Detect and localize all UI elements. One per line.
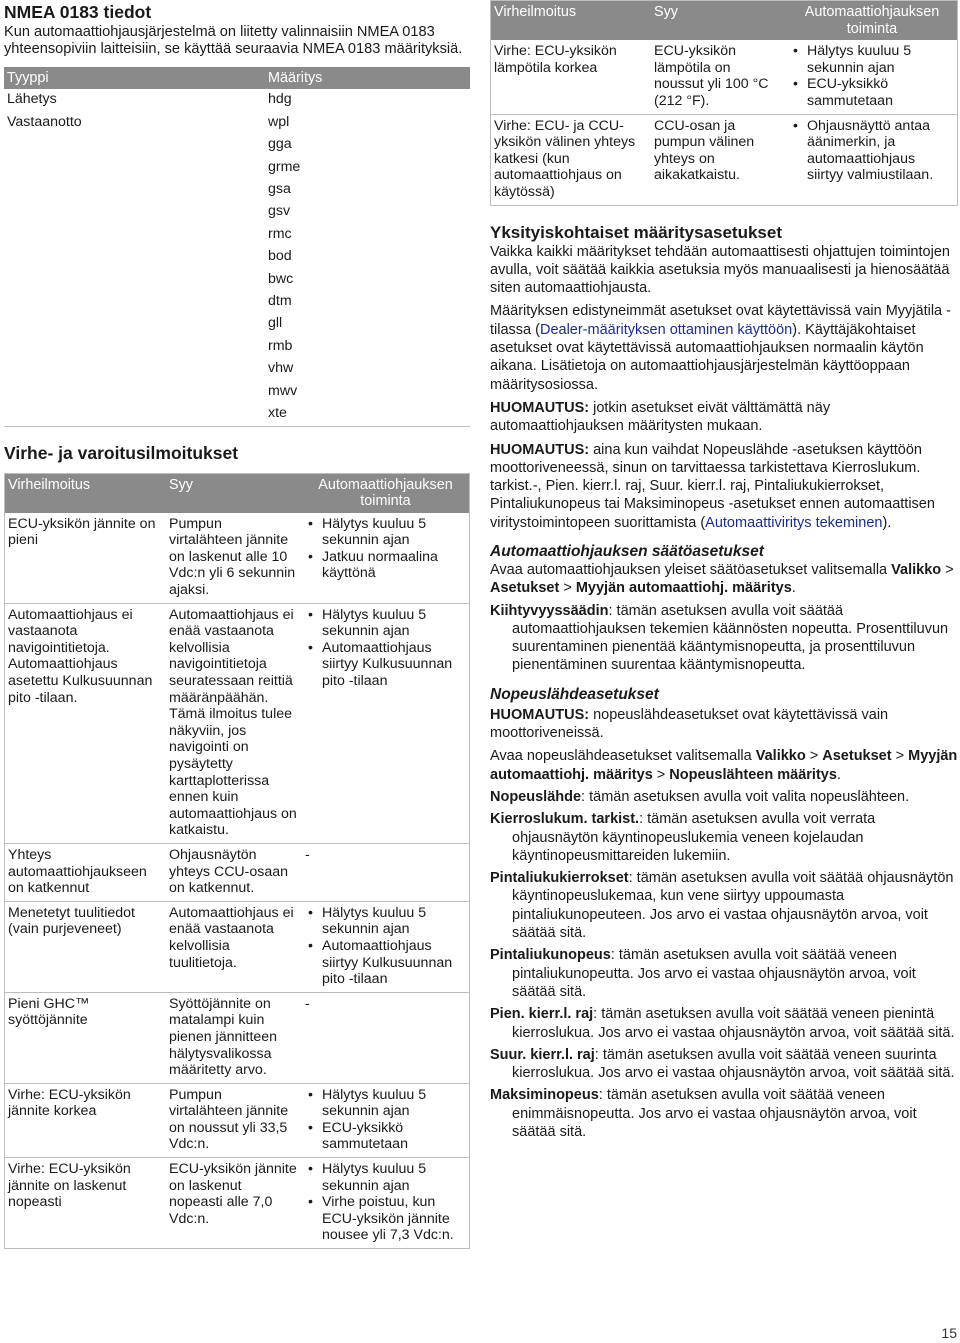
- nmea-row: [4, 201, 470, 223]
- setting-description: : tämän asetuksen avulla voit säätää veneen suurinta kierroslukua. Jos arvo ei vastaa ohjausnäytön arvoa, voit säätää sitä.: [512, 1046, 955, 1082]
- setting-term: Kiihtyvyyssäädin: [490, 602, 609, 619]
- setting-description: : tämän asetuksen avulla voit säätää ohjausnäytön käyntinopeuslukemaa, kun vene siirtyy uppoumasta pintaliukunopeuteen. Jos arvo ei vastaa ohjausnäytön arvoa, voit säätää sitä.: [512, 870, 954, 942]
- nmea-type-cell: [4, 313, 265, 335]
- nmea-type-cell: [4, 403, 265, 426]
- note-text: nopeuslähdeasetukset ovat käytettävissä vain moottoriveneissä.: [490, 706, 889, 742]
- custom-p1: Vaikka kaikki määritykset tehdään automaattisesti ohjattujen toimintojen avulla, voit säätää kaikkia asetuksia myös manuaalisesti ja hienosäätää siten automaattiohjausta.: [490, 243, 950, 297]
- alert-action-cell: [302, 1158, 470, 1249]
- note-label: HUOMAUTUS:: [490, 706, 590, 723]
- alert-cause-cell: Pumpun virtalähteen jännite on laskenut alle 10 Vdc:n yli 6 sekunnin ajaksi.: [166, 513, 302, 603]
- menu-path-item: Myyjän automaattiohj. määritys: [575, 580, 792, 597]
- custom-note2: [490, 441, 958, 532]
- alert-message-cell: Virhe: ECU- ja CCU-yksikön välinen yhteys katkesi (kun automaattiohjaus on käytössä): [491, 114, 652, 205]
- alerts2-header-action: Automaattiohjauksen toiminta: [787, 1, 958, 41]
- nmea-table: [4, 67, 470, 427]
- alert-message-cell: Automaattiohjaus ei vastaanota navigointitietoja. Automaattiohjaus asetettu Kulkusuunnan pito -tilaan.: [5, 603, 167, 843]
- nmea-type-cell: [4, 246, 265, 268]
- nmea-type-cell: [4, 291, 265, 313]
- alert-row: [5, 1083, 470, 1157]
- nmea-row: [4, 291, 470, 313]
- action-item: • Hälytys kuuluu 5 sekunnin ajan: [322, 1161, 466, 1194]
- alert-message-cell: Virhe: ECU-yksikön lämpötila korkea: [491, 40, 652, 114]
- alert-message-cell: Menetetyt tuulitiedot (vain purjeveneet): [5, 901, 167, 992]
- note-label: HUOMAUTUS:: [490, 441, 590, 458]
- sentence-end: .: [791, 580, 796, 597]
- nmea-row: [4, 179, 470, 201]
- custom-p2-text-a: Määrityksen edistyneimmät asetukset ovat käytettävissä vain Myyjätila -tilassa (: [490, 303, 951, 338]
- alert-action-cell: [302, 843, 470, 901]
- no-action-dash: -: [305, 995, 310, 1012]
- nmea-intro: Kun automaattiohjausjärjestelmä on liitetty valinnaisiin NMEA 0183 yhteensopiviin laitteisiin, se käyttää seuraavia NMEA 0183 määrityksiä.: [4, 24, 463, 58]
- alerts-table-continued: [490, 0, 958, 206]
- nmea-type-cell: [4, 179, 265, 201]
- nmea-row: [4, 89, 470, 111]
- note-label: HUOMAUTUS:: [490, 399, 590, 416]
- alert-cause-cell: Ohjausnäytön yhteys CCU-osaan on katkennut.: [166, 843, 302, 901]
- setting-term: Nopeuslähde: [490, 788, 582, 805]
- setting-term: Suur. kierr.l. raj: [490, 1046, 595, 1063]
- action-list: [305, 1161, 466, 1244]
- action-item: • Hälytys kuuluu 5 sekunnin ajan: [322, 516, 466, 549]
- alert-action-cell: [302, 603, 470, 843]
- alert-cause-cell: CCU-osan ja pumpun välinen yhteys on aikakatkaistu.: [651, 114, 787, 205]
- alert-row: [491, 114, 958, 205]
- dealer-setup-link[interactable]: Dealer-määrityksen ottaminen käyttöön: [539, 321, 793, 338]
- action-list: [305, 1087, 466, 1153]
- alert-row: [5, 901, 470, 992]
- alerts-table: [4, 473, 470, 1250]
- speed-definitions: [490, 788, 958, 1141]
- action-list: [305, 607, 466, 690]
- speed-note: [490, 706, 958, 743]
- alert-cause-cell: Syöttöjännite on matalampi kuin pienen jännitteen hälytysvalikossa määritetty arvo.: [166, 992, 302, 1083]
- custom-settings-title: Yksityiskohtaiset määritysasetukset: [490, 222, 782, 242]
- action-item: • ECU-yksikkö sammutetaan: [322, 1120, 466, 1153]
- nmea-spec-cell: bod: [268, 248, 292, 265]
- setting-description: : tämän asetuksen avulla voit säätää veneen enimmäisnopeutta. Jos arvo ei vastaa ohjausnäytön arvoa, voit säätää sitä.: [512, 1087, 917, 1140]
- nmea-spec-cell: gsa: [268, 181, 291, 198]
- tuning-title: Automaattiohjauksen säätöasetukset: [490, 542, 764, 560]
- setting-definition: [490, 788, 958, 806]
- nmea-row: [4, 358, 470, 380]
- nmea-type-cell: Lähetys: [7, 91, 57, 108]
- nmea-type-cell: [4, 358, 265, 380]
- alert-action-cell: [302, 901, 470, 992]
- alerts-header-message: Virheilmoitus: [5, 473, 167, 513]
- nmea-spec-cell: rmc: [268, 225, 292, 242]
- nmea-row: [4, 112, 470, 134]
- nmea-spec-cell: bwc: [268, 270, 294, 287]
- setting-term: Pien. kierr.l. raj: [490, 1006, 594, 1023]
- setting-definition: [490, 869, 958, 942]
- alerts-header-cause: Syy: [166, 473, 302, 513]
- alert-cause-cell: Automaattiohjaus ei enää vastaanota kelvollisia navigointitietoja seuratessaan reittiä määränpäähän. Tämä ilmoitus tulee näkyviin, jos navigointi on pysäytetty karttaplotterissa ennen kuin automaattiohjaus on katkaistu.: [166, 603, 302, 843]
- alerts-table-body: [5, 513, 470, 1249]
- nmea-spec-cell: rmb: [268, 337, 293, 354]
- left-column: [4, 0, 470, 1249]
- alert-action-cell: [302, 513, 470, 603]
- setting-description: : tämän asetuksen avulla voit valita nopeuslähteen.: [581, 788, 910, 805]
- menu-path-item: Myyjän automaattiohj. määritys: [490, 748, 958, 783]
- path-separator: >: [656, 766, 666, 783]
- menu-path-item: Valikko: [755, 748, 806, 765]
- note-text-b: ).: [882, 514, 892, 531]
- nmea-type-cell: [4, 134, 265, 156]
- nmea-header-type: Tyyppi: [4, 67, 265, 90]
- autotune-link[interactable]: Automaattiviritys tekeminen: [705, 514, 883, 531]
- action-item: • Ohjausnäyttö antaa äänimerkin, ja automaattiohjaus siirtyy valmiustilaan.: [807, 118, 954, 184]
- nmea-type-cell: [4, 381, 265, 403]
- nmea-type-cell: [4, 201, 265, 223]
- page-number: 15: [941, 1325, 957, 1341]
- alerts2-header-cause: Syy: [651, 1, 787, 41]
- right-column: [490, 0, 958, 1141]
- path-separator: >: [895, 748, 905, 765]
- alert-message-cell: Virhe: ECU-yksikön jännite on laskenut nopeasti: [5, 1158, 167, 1249]
- setting-definition: [490, 1046, 958, 1083]
- setting-definition: [490, 946, 958, 1001]
- speed-intro: [490, 747, 958, 784]
- custom-note1: [490, 399, 958, 436]
- tuning-definitions: [490, 602, 958, 675]
- alerts-header-action: Automaattiohjauksen toiminta: [302, 473, 470, 513]
- alert-message-cell: Pieni GHC™ syöttöjännite: [5, 992, 167, 1083]
- alert-row: [5, 992, 470, 1083]
- nmea-row: [4, 246, 470, 268]
- alert-action-cell: [787, 114, 958, 205]
- nmea-row: [4, 269, 470, 291]
- alert-row: [5, 603, 470, 843]
- nmea-row: [4, 403, 470, 426]
- nmea-spec-cell: grme: [268, 158, 301, 175]
- sentence-end: .: [836, 766, 841, 783]
- alert-message-cell: Yhteys automaattiohjaukseen on katkennut: [5, 843, 167, 901]
- nmea-spec-cell: gsv: [268, 203, 291, 220]
- action-list: [305, 516, 466, 582]
- setting-description: : tämän asetuksen avulla voit säätää veneen pienintä kierroslukua. Jos arvo ei vastaa ohjausnäytön arvoa, voit säätää sitä.: [512, 1006, 955, 1041]
- alerts-title: Virhe- ja varoitusilmoitukset: [4, 442, 239, 463]
- action-list: [790, 118, 954, 184]
- menu-path-item: Asetukset: [490, 580, 560, 597]
- nmea-spec-cell: mwv: [268, 382, 298, 399]
- alert-cause-cell: ECU-yksikön jännite on laskenut nopeasti alle 7,0 Vdc:n.: [166, 1158, 302, 1249]
- nmea-spec-cell: wpl: [268, 113, 290, 130]
- alert-action-cell: [302, 1083, 470, 1157]
- alert-message-cell: Virhe: ECU-yksikön jännite korkea: [5, 1083, 167, 1157]
- alert-row: [491, 40, 958, 114]
- menu-path-item: Asetukset: [822, 748, 892, 765]
- no-action-dash: -: [305, 846, 310, 863]
- tuning-intro-text: Avaa automaattiohjauksen yleiset säätöasetukset valitsemalla: [490, 561, 892, 578]
- note-text: jotkin asetukset eivät välttämättä näy automaattiohjauksen määritysten mukaan.: [490, 399, 831, 435]
- setting-definition: [490, 1005, 958, 1042]
- action-item: • Virhe poistuu, kun ECU-yksikön jännite nousee yli 7,3 Vdc:n.: [322, 1194, 466, 1244]
- alert-message-cell: ECU-yksikön jännite on pieni: [5, 513, 167, 603]
- setting-definition: [490, 602, 958, 675]
- action-item: • Jatkuu normaalina käyttönä: [322, 549, 466, 582]
- nmea-spec-cell: dtm: [268, 293, 292, 310]
- nmea-spec-cell: xte: [268, 405, 287, 422]
- setting-description: : tämän asetuksen avulla voit verrata ohjausnäytön käyntinopeuslukemia veneen kojelaudan käyntinopeusmittareiden lukemiin.: [512, 811, 876, 864]
- setting-definition: [490, 1086, 958, 1141]
- alerts2-table-body: [491, 40, 958, 205]
- setting-term: Kierroslukum. tarkist.: [490, 811, 640, 828]
- alert-cause-cell: Pumpun virtalähteen jännite on noussut yli 33,5 Vdc:n.: [166, 1083, 302, 1157]
- custom-p2: [490, 302, 958, 393]
- alert-action-cell: [787, 40, 958, 114]
- action-item: • Hälytys kuuluu 5 sekunnin ajan: [807, 43, 954, 76]
- alert-row: [5, 843, 470, 901]
- action-list: [790, 43, 954, 109]
- nmea-type-cell: [4, 269, 265, 291]
- setting-term: Pintaliukukierrokset: [490, 870, 629, 887]
- nmea-table-body: [4, 89, 470, 426]
- nmea-row: [4, 134, 470, 156]
- nmea-row: [4, 336, 470, 358]
- setting-term: Maksiminopeus: [490, 1087, 599, 1104]
- nmea-header-spec: Määritys: [265, 67, 470, 90]
- action-item: • Automaattiohjaus siirtyy Kulkusuunnan pito -tilaan: [322, 938, 466, 988]
- path-separator: >: [809, 748, 819, 765]
- alert-action-cell: [302, 992, 470, 1083]
- nmea-type-cell: [4, 224, 265, 246]
- speed-title: Nopeuslähdeasetukset: [490, 685, 659, 703]
- action-item: • ECU-yksikkö sammutetaan: [807, 76, 954, 109]
- alert-row: [5, 1158, 470, 1249]
- alert-row: [5, 513, 470, 603]
- path-separator: >: [563, 580, 572, 597]
- nmea-row: [4, 381, 470, 403]
- nmea-spec-cell: hdg: [268, 91, 292, 108]
- nmea-spec-cell: gll: [268, 315, 283, 332]
- note-text-a: aina kun vaihdat Nopeuslähde -asetuksen käyttöön moottoriveneessä, sinun on tarvittaessa tarkistettava Kierroslukum. tarkist.-, Pien. kierr.l. raj, Suur. kierr.l. raj, Pintaliukukierrokset, Pintaliukunopeus tai Maksiminopeus -asetukset ennen automaattisen viritystoimintopeen suorittamista (: [490, 441, 935, 531]
- setting-definition: [490, 810, 958, 865]
- setting-term: Pintaliukunopeus: [490, 947, 611, 964]
- nmea-type-cell: [4, 157, 265, 179]
- alert-cause-cell: Automaattiohjaus ei enää vastaanota kelvollisia tuulitietoja.: [166, 901, 302, 992]
- nmea-row: [4, 157, 470, 179]
- speed-intro-text: Avaa nopeuslähdeasetukset valitsemalla: [490, 748, 756, 765]
- nmea-type-cell: Vastaanotto: [7, 113, 82, 130]
- menu-path-item: Valikko: [891, 561, 942, 578]
- menu-path-item: Nopeuslähteen määritys: [669, 766, 837, 783]
- tuning-intro: [490, 561, 958, 598]
- nmea-spec-cell: vhw: [268, 360, 294, 377]
- nmea-title: NMEA 0183 tiedot: [4, 2, 152, 22]
- nmea-row: [4, 313, 470, 335]
- alert-cause-cell: ECU-yksikön lämpötila on noussut yli 100 °C (212 °F).: [651, 40, 787, 114]
- action-item: • Hälytys kuuluu 5 sekunnin ajan: [322, 1087, 466, 1120]
- alerts2-header-message: Virheilmoitus: [491, 1, 652, 41]
- nmea-type-cell: [4, 336, 265, 358]
- setting-description: : tämän asetuksen avulla voit säätää automaattiohjauksen tekemien käännösten nopeutta. Prosenttiluvun suurentaminen pienentää kääntymisnopeutta, ja prosenttiluvun pienentäminen suurentaa kääntymisnopeutta.: [512, 602, 949, 674]
- action-item: • Automaattiohjaus siirtyy Kulkusuunnan pito -tilaan: [322, 640, 466, 690]
- path-separator: >: [945, 561, 954, 578]
- nmea-spec-cell: gga: [268, 136, 292, 153]
- nmea-row: [4, 224, 470, 246]
- setting-description: : tämän asetuksen avulla voit säätää veneen pintaliukunopeutta. Jos arvo ei vastaa ohjausnäytön arvoa, voit säätää sitä.: [512, 947, 916, 1000]
- action-item: • Hälytys kuuluu 5 sekunnin ajan: [322, 905, 466, 938]
- action-list: [305, 905, 466, 988]
- custom-p2-text-b: ). Käyttäjäkohtaiset asetukset ovat käytettävissä automaattiohjauksen normaalin käytön aikana. Lisätietoja on automaattiohjausjärjestelmän käyttöoppaan määritysosiossa.: [490, 321, 924, 393]
- action-item: • Hälytys kuuluu 5 sekunnin ajan: [322, 607, 466, 640]
